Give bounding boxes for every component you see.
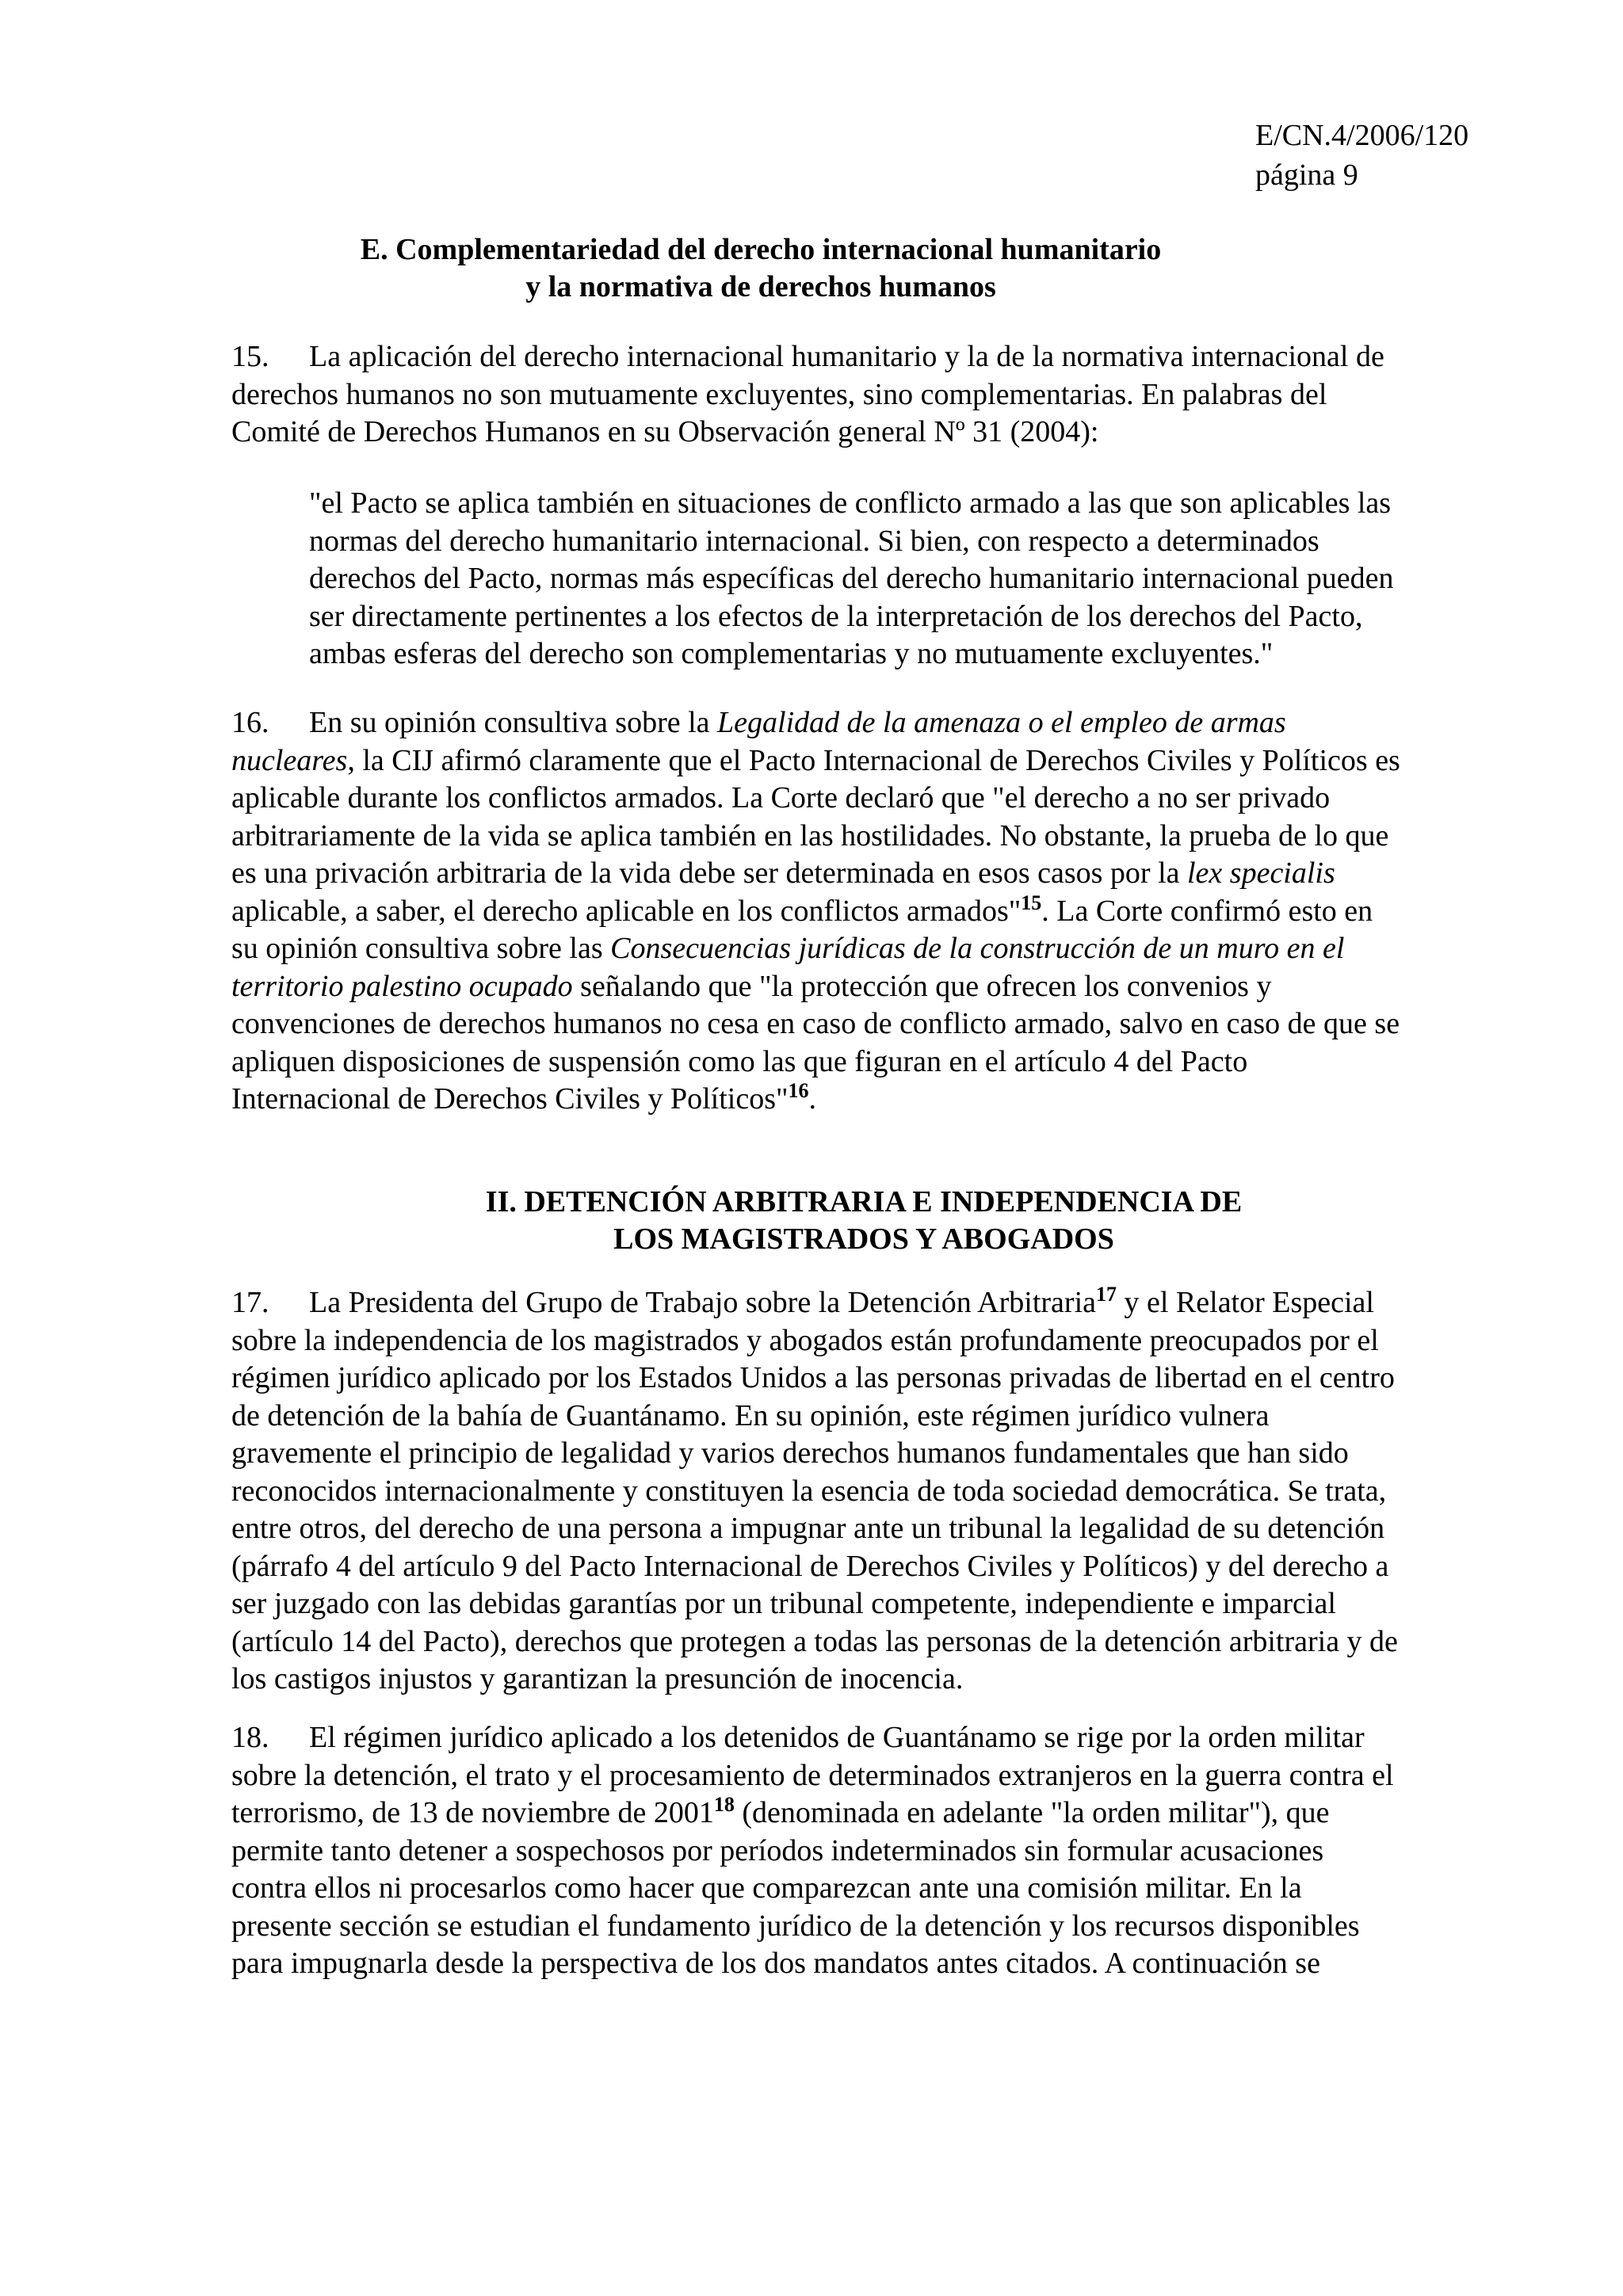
section-heading-ii [301,1184,1426,1258]
paragraph-text: terrorismo, de 13 de noviembre de 2001 [231,1796,714,1829]
paragraph-line: para impugnarla desde la perspectiva de los dos mandatos antes citados. A continuación se [231,1947,1320,1980]
paragraph-line: ser juzgado con las debidas garantías por un tribunal competente, independiente e imparcial [231,1587,1336,1620]
paragraph-line: los castigos injustos y garantizan la presunción de inocencia. [231,1662,964,1695]
document-header [1255,116,1468,195]
section-heading-line: II. DETENCIÓN ARBITRARIA E INDEPENDENCIA DE [485,1185,1243,1219]
quote-line: normas del derecho humanitario internacional. Si bien, con respecto a determinados [309,524,1319,558]
paragraph-number: 18. [231,1721,269,1754]
footnote-ref-15[interactable]: 15 [1021,891,1042,914]
paragraph-line: permite tanto detener a sospechosos por períodos indeterminados sin formular acusaciones [231,1833,1324,1867]
paragraph-number: 16. [231,706,269,739]
italic-title: Legalidad de la amenaza o el empleo de armas [717,706,1286,739]
italic-title: Consecuencias jurídicas de la construcción de un muro en el [610,932,1345,965]
section-heading-line: y la normativa de derechos humanos [525,270,996,303]
paragraph-text: Internacional de Derechos Civiles y Políticos" [231,1082,789,1116]
block-quote [309,485,1394,673]
paragraph-text: , la CIJ afirmó claramente que el Pacto Internacional de Derechos Civiles y Políticos es [347,743,1400,777]
quote-line: "el Pacto se aplica también en situaciones de conflicto armado a las que son aplicables las [309,486,1392,520]
paragraph-text: y el Relator Especial [1117,1286,1374,1319]
paragraph-line: convenciones de derechos humanos no cesa en caso de conflicto armado, salvo en caso de que se [231,1007,1400,1040]
paragraph-line: arbitrariamente de la vida se aplica también en las hostilidades. No obstante, la prueba de lo que [231,818,1389,852]
footnote-ref-17[interactable]: 17 [1096,1283,1117,1306]
italic-title: nucleares [231,743,348,777]
footnote-ref-18[interactable]: 18 [713,1793,735,1816]
paragraph-text: su opinión consultiva sobre las [231,932,611,965]
paragraph-line: sobre la independencia de los magistrados y abogados están profundamente preocupados por el [231,1323,1379,1357]
page-number: página 9 [1255,158,1358,192]
paragraph-15 [231,338,1384,452]
paragraph-number: 15. [231,340,269,373]
paragraph-line: aplicable durante los conflictos armados. La Corte declaró que "el derecho a no ser privado [231,781,1331,814]
quote-line: ser directamente pertinentes a los efectos de la interpretación de los derechos del Pacto, [309,599,1363,633]
paragraph-text: señalando que "la protección que ofrecen los convenios y [572,969,1272,1003]
paragraph-17 [231,1284,1398,1699]
paragraph-line: derechos humanos no son mutuamente excluyentes, sino complementarias. En palabras del [231,377,1327,411]
section-heading-e [230,231,1292,306]
paragraph-16 [231,704,1400,1119]
footnote-ref-16[interactable]: 16 [788,1079,809,1102]
paragraph-line: El régimen jurídico aplicado a los detenidos de Guantánamo se rige por la orden militar [309,1721,1365,1754]
section-heading-line: LOS MAGISTRADOS Y ABOGADOS [613,1222,1114,1256]
paragraph-line: de detención de la bahía de Guantánamo. En su opinión, este régimen jurídico vulnera [231,1398,1270,1432]
paragraph-text: La Presidenta del Grupo de Trabajo sobre la Detención Arbitraria [309,1286,1096,1319]
section-heading-line: E. Complementariedad del derecho internacional humanitario [360,233,1162,266]
quote-line: ambas esferas del derecho son complementarias y no mutuamente excluyentes." [309,637,1274,670]
paragraph-text: . [808,1082,816,1116]
paragraph-line: régimen jurídico aplicado por los Estados Unidos a las personas privadas de libertad en el centro [231,1361,1395,1394]
paragraph-text: es una privación arbitraria de la vida debe ser determinada en esos casos por la [231,856,1187,890]
paragraph-text: aplicable, a saber, el derecho aplicable en los conflictos armados" [231,894,1022,928]
paragraph-line: presente sección se estudian el fundamento jurídico de la detención y los recursos disponibles [231,1909,1360,1943]
paragraph-line: La aplicación del derecho internacional humanitario y la de la normativa internacional de [309,340,1384,373]
italic-term: lex specialis [1187,856,1335,890]
paragraph-number: 17. [231,1286,269,1319]
paragraph-text: (denominada en adelante "la orden militar"), que [734,1796,1330,1829]
paragraph-text: . La Corte confirmó esto en [1041,894,1373,928]
paragraph-line: sobre la detención, el trato y el procesamiento de determinados extranjeros en la guerra contra el [231,1758,1394,1792]
paragraph-line: entre otros, del derecho de una persona a impugnar ante un tribunal la legalidad de su detención [231,1512,1385,1545]
paragraph-text: En su opinión consultiva sobre la [309,706,718,739]
document-symbol: E/CN.4/2006/120 [1255,119,1469,152]
paragraph-line: gravemente el principio de legalidad y varios derechos humanos fundamentales que han sido [231,1436,1349,1470]
paragraph-18 [231,1719,1394,1983]
paragraph-line: (párrafo 4 del artículo 9 del Pacto Internacional de Derechos Civiles y Políticos) y del derecho a [231,1549,1389,1583]
paragraph-line: (artículo 14 del Pacto), derechos que protegen a todas las personas de la detención arbitraria y de [231,1624,1398,1658]
paragraph-line: reconocidos internacionalmente y constituyen la esencia de toda sociedad democrática. Se trata, [231,1474,1387,1508]
paragraph-line: apliquen disposiciones de suspensión como las que figuran en el artículo 4 del Pacto [231,1044,1248,1078]
paragraph-line: Comité de Derechos Humanos en su Observación general Nº 31 (2004): [231,415,1099,448]
paragraph-line: contra ellos ni procesarlos como hacer que comparezcan ante una comisión militar. En la [231,1871,1302,1905]
italic-title: territorio palestino ocupado [231,969,573,1003]
quote-line: derechos del Pacto, normas más específicas del derecho humanitario internacional pueden [309,562,1394,595]
